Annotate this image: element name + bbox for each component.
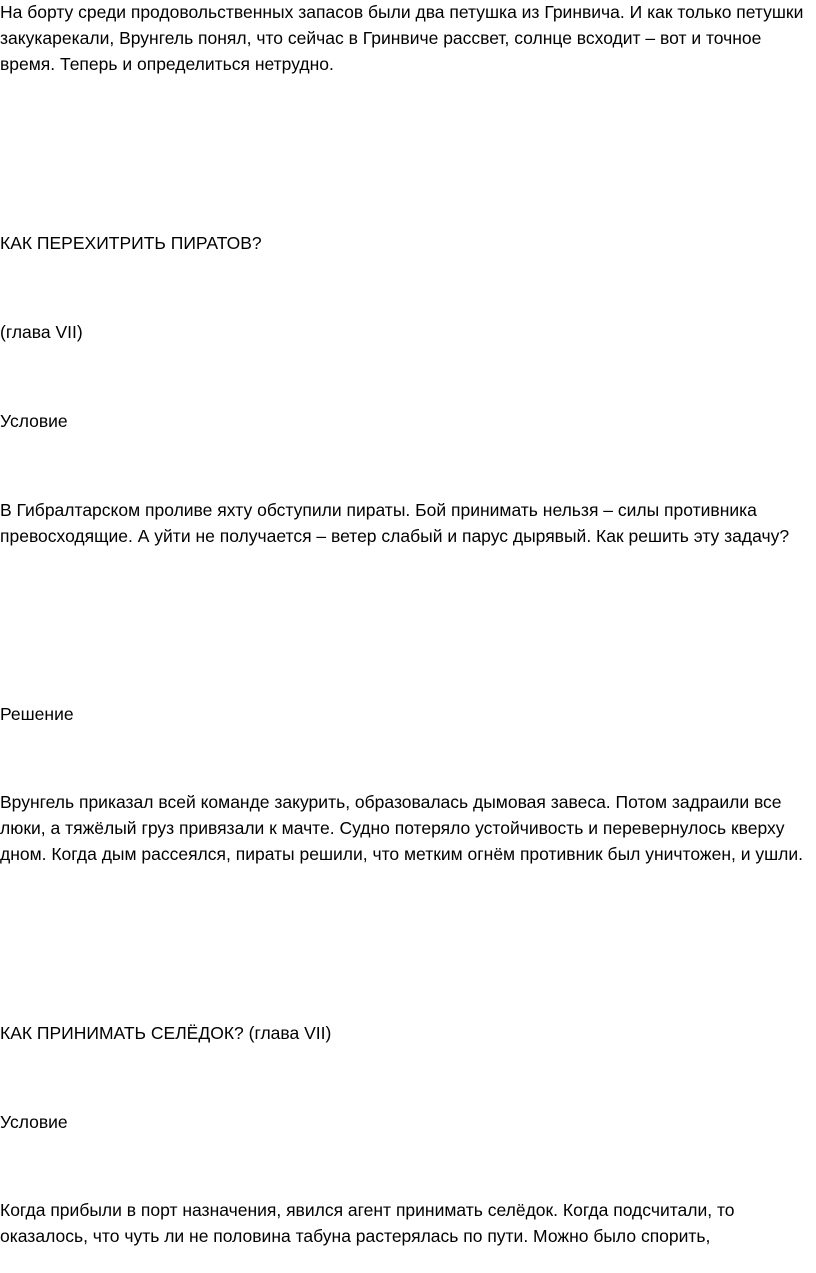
paragraph-line: дном. Когда дым рассеялся, пираты решили, что метким огнём противник был уничтожен, и ушли.	[0, 844, 803, 864]
intro-paragraph	[0, 0, 816, 77]
paragraph-line: Врунгель приказал всей команде закурить, образовалась дымовая завеса. Потом задраили все	[0, 792, 782, 812]
paragraph-line: люки, а тяжёлый груз привязали к мачте. Судно потеряло устойчивость и перевернулось кверху	[0, 818, 785, 838]
section-heading: КАК ПЕРЕХИТРИТЬ ПИРАТОВ?	[0, 233, 262, 253]
solution-label: Решение	[0, 704, 74, 724]
paragraph-line: время. Теперь и определиться нетрудно.	[0, 54, 334, 74]
condition-paragraph	[0, 1197, 816, 1249]
section-heading: КАК ПРИНИМАТЬ СЕЛЁДОК? (глава VII)	[0, 1023, 332, 1043]
condition-label: Условие	[0, 1112, 68, 1132]
paragraph-line: оказалось, что чуть ли не половина табуна растерялась по пути. Можно было спорить,	[0, 1226, 711, 1246]
paragraph-line: превосходящие. А уйти не получается – ветер слабый и парус дырявый. Как решить эту задачу?	[0, 526, 790, 546]
paragraph-line: На борту среди продовольственных запасов были два петушка из Гринвича. И как только петушки	[0, 2, 804, 22]
paragraph-line: Когда прибыли в порт назначения, явился агент принимать селёдок. Когда подсчитали, то	[0, 1200, 735, 1220]
paragraph-line: В Гибралтарском проливе яхту обступили пираты. Бой принимать нельзя – силы противника	[0, 500, 757, 520]
condition-label: Условие	[0, 411, 68, 431]
condition-paragraph	[0, 497, 816, 549]
solution-paragraph	[0, 789, 816, 867]
paragraph-line: закукарекали, Врунгель понял, что сейчас в Гринвиче рассвет, солнце всходит – вот и точное	[0, 28, 762, 48]
chapter-label: (глава VII)	[0, 322, 83, 342]
